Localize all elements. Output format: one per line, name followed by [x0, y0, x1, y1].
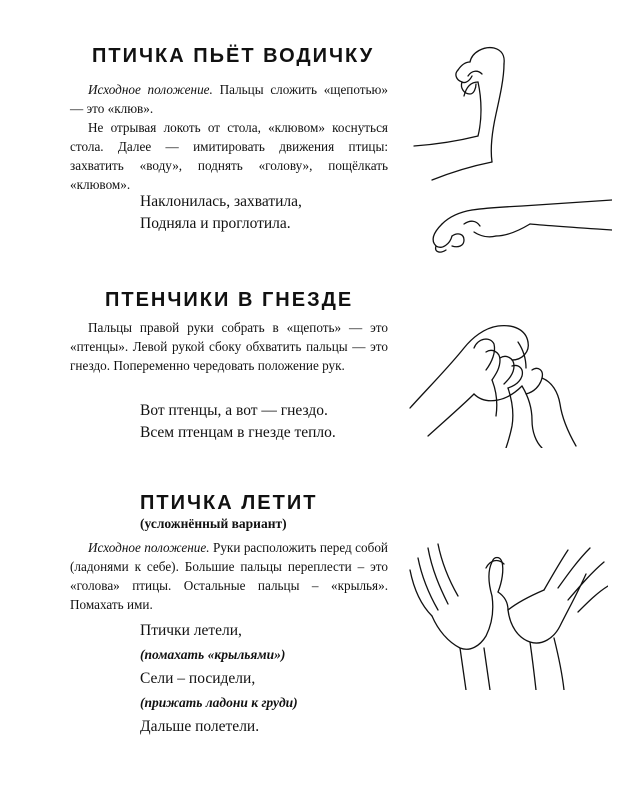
section-title: ПТИЧКА ЛЕТИТ	[140, 492, 318, 514]
instruction-text: Руки расположить перед собой (ладонями к себе). Большие пальцы переплести – это «голова» птицы. Остальные пальцы – «крылья». Помахать ими.	[70, 540, 388, 612]
section-subtitle: (усложнённый вариант)	[140, 516, 287, 531]
poem-line: Сели – посидели,	[140, 670, 256, 687]
instruction-text: Пальцы правой руки собрать в «щепоть» — это «птенцы». Левой рукой сбоку обхватить пальцы — это гнездо. Попеременно чередовать положение рук.	[70, 320, 388, 373]
poem	[140, 400, 336, 444]
poem-line: Подняла и проглотила.	[140, 215, 291, 232]
section-title: ПТЕНЧИКИ В ГНЕЗДЕ	[105, 289, 354, 311]
bird-drinks-hand-icon	[412, 40, 612, 260]
instruction-paragraph	[70, 318, 388, 375]
poem-line: Всем птенцам в гнезде тепло.	[140, 424, 336, 441]
instruction-paragraph	[70, 118, 388, 194]
poem-line: Птички летели,	[140, 622, 242, 639]
flying-bird-hands-icon	[408, 530, 608, 695]
instruction-lead: Исходное положение.	[88, 540, 210, 555]
poem-line: Дальше полетели.	[140, 718, 260, 735]
poem	[140, 191, 302, 235]
poem-stage-direction: (прижать ладони к груди)	[140, 695, 298, 710]
poem-line: Вот птенцы, а вот — гнездо.	[140, 402, 328, 419]
instruction-paragraph	[70, 538, 388, 614]
instruction-text: Пальцы сложить «щепотью» — это «клюв».	[70, 82, 389, 116]
section-title: ПТИЧКА ПЬЁТ ВОДИЧКУ	[92, 45, 375, 67]
instruction-text: Не отрывая локоть от стола, «клювом» коснуться стола. Далее — имитировать движения птицы: захватить «воду», поднять «голову», пощёлкать «клювом».	[70, 120, 388, 192]
chicks-in-nest-hands-icon	[408, 308, 608, 453]
poem	[140, 620, 298, 738]
instruction-lead: Исходное положение.	[88, 82, 213, 97]
instruction-paragraph	[70, 80, 388, 118]
poem-line: Наклонилась, захватила,	[140, 193, 302, 210]
poem-stage-direction: (помахать «крыльями»)	[140, 647, 286, 662]
